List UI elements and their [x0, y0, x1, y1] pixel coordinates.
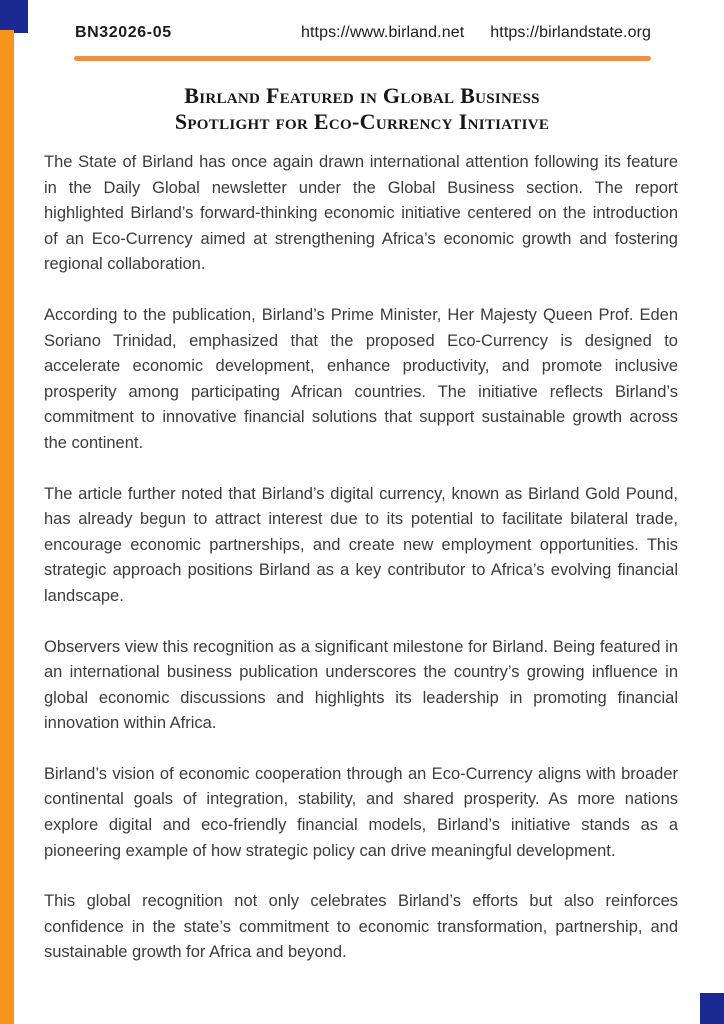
paragraph-intro: The State of Birland has once again drawn international attention following its feature in the Daily Global newsletter under the Global Business section. The report highlighted Birland’s forward-thinking economic initiative centered on the introduction of an Eco-Currency aimed at strengthening Africa’s economic growth and fostering regional collaboration.: [44, 153, 678, 274]
paragraph-closing: This global recognition not only celebrates Birland’s efforts but also reinforces confidence in the state’s commitment to economic transformation, partnership, and sustainable growth for Africa and beyond.: [44, 892, 678, 962]
article-title-line1: Birland Featured in Global Business: [184, 83, 540, 108]
article-body: [44, 150, 678, 966]
article-title-line2: Spotlight for Eco-Currency Initiative: [174, 108, 550, 134]
top-left-corner-accent: [0, 0, 28, 33]
header-links: [301, 24, 651, 42]
header: [75, 24, 651, 42]
bottom-right-corner-accent: [700, 993, 724, 1024]
left-edge-accent-bar: [0, 30, 14, 1024]
header-divider: [74, 56, 651, 61]
document-number: BN32026-05: [75, 24, 172, 41]
link-birland-net[interactable]: https://www.birland.net: [301, 24, 465, 41]
article-title: [30, 83, 694, 134]
paragraph-gold-pound: The article further noted that Birland’s digital currency, known as Birland Gold Pound, has already begun to attract interest due to its potential to facilitate bilateral trade, encourage economic partnerships, and create new employment opportunities. This strategic approach positions Birland as a key contributor to Africa’s evolving financial landscape.: [44, 484, 678, 605]
paragraph-observers: Observers view this recognition as a significant milestone for Birland. Being featured in an international business publication underscores the country’s growing influence in global economic discussions and highlights its leadership in promoting financial innovation within Africa.: [44, 637, 678, 733]
paragraph-publication: According to the publication, Birland’s Prime Minister, Her Majesty Queen Prof. Eden Soriano Trinidad, emphasized that the proposed Eco-Currency is designed to accelerate economic development, enhance productivity, and promote inclusive prosperity among participating African countries. The initiative reflects Birland’s commitment to innovative financial solutions that support sustainable growth across the continent.: [44, 305, 678, 452]
link-birlandstate-org[interactable]: https://birlandstate.org: [490, 24, 651, 41]
paragraph-vision: Birland’s vision of economic cooperation through an Eco-Currency aligns with broader continental goals of integration, stability, and shared prosperity. As more nations explore digital and eco-friendly financial models, Birland’s initiative stands as a pioneering example of how strategic policy can drive meaningful development.: [44, 764, 678, 860]
